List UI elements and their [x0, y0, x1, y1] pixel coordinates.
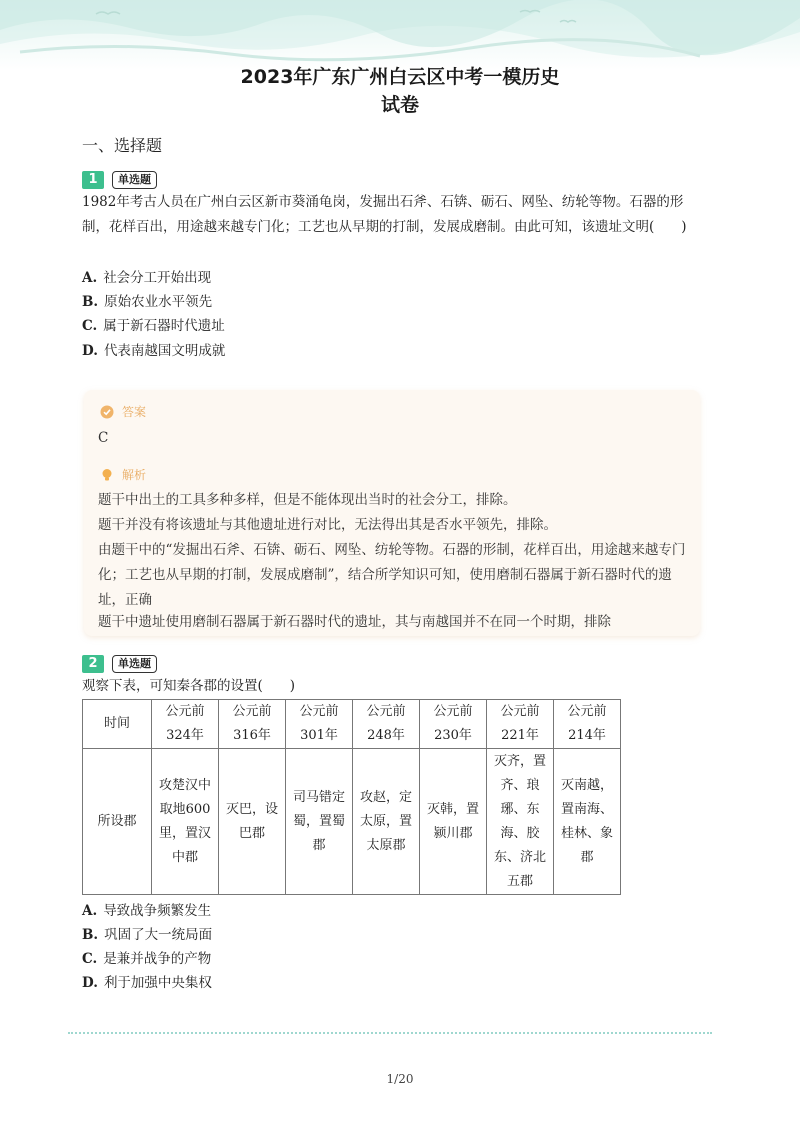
analysis-line-1: 题干中出土的工具多种多样，但是不能体现出当时的社会分工，排除。: [98, 492, 517, 508]
question-type-badge: 单选题: [112, 655, 157, 673]
table-header-row: [83, 700, 621, 749]
table-cell: 司马错定蜀，置蜀郡: [286, 749, 353, 895]
option-a[interactable]: [82, 900, 211, 922]
question-1-stem: 1982年考古人员在广州白云区新市葵涌龟岗，发掘出石斧、石锛、砺石、网坠、纺轮等物。石器的形制，花样百出，用途越来越专门化；工艺也从早期的打制，发展成磨制。由此可知，该遗址文明( ): [82, 194, 687, 235]
header-banner: [0, 0, 800, 70]
analysis-line-2: 题干并没有将该遗址与其他遗址进行对比，无法得出其是否水平领先，排除。: [98, 517, 557, 533]
analysis-label-text: 解析: [122, 468, 147, 482]
question-number: 2: [82, 655, 104, 673]
table-header-cell: 公元前248年: [353, 700, 420, 749]
option-text: 利于加强中央集权: [103, 975, 212, 991]
analysis-line-3: 由题干中的“发掘出石斧、石锛、砺石、网坠、纺轮等物。石器的形制，花样百出，用途越来越专门化；工艺也从早期的打制，发展成磨制”，结合所学知识可知，使用磨制石器属于新石器时代的遗址，正确: [98, 542, 686, 608]
option-b[interactable]: [82, 924, 212, 946]
page-number: 1/20: [386, 1072, 414, 1086]
document-title-line1: 2023年广东广州白云区中考一模历史: [240, 66, 560, 88]
lightbulb-icon: [100, 468, 114, 482]
table-cell: 攻赵，定太原，置太原郡: [353, 749, 420, 895]
answer-label: [100, 403, 146, 420]
table-header-cell: 公元前324年: [152, 700, 219, 749]
qin-commandery-table: [82, 699, 621, 895]
option-b[interactable]: [82, 291, 212, 313]
table-row: [83, 749, 621, 895]
question-2-stem: 观察下表，可知秦各郡的设置( ): [82, 678, 296, 694]
option-letter: C.: [82, 951, 98, 967]
analysis-line-4: 题干中遗址使用磨制石器属于新石器时代的遗址，其与南越国并不在同一个时期，排除: [98, 614, 611, 630]
table-cell: 灭齐，置齐、琅琊、东海、胶东、济北五郡: [487, 749, 554, 895]
option-text: 导致战争频繁发生: [103, 903, 212, 919]
option-letter: B.: [82, 927, 99, 943]
analysis-label: [100, 466, 146, 483]
answer-label-text: 答案: [122, 405, 147, 419]
table-header-cell: 时间: [83, 700, 152, 749]
option-letter: D.: [82, 343, 98, 359]
option-text: 原始农业水平领先: [104, 294, 213, 310]
document-title-line2: 试卷: [380, 94, 419, 116]
table-cell: 灭南越，置南海、桂林、象郡: [554, 749, 621, 895]
section-title: 一、选择题: [82, 136, 163, 155]
option-a[interactable]: [82, 267, 211, 289]
table-cell: 灭韩，置颍川郡: [420, 749, 487, 895]
option-text: 巩固了大一统局面: [104, 927, 213, 943]
option-c[interactable]: [82, 948, 211, 970]
option-text: 代表南越国文明成就: [103, 343, 226, 359]
option-d[interactable]: [82, 340, 225, 362]
question-type-badge: 单选题: [112, 171, 157, 189]
table-header-cell: 公元前221年: [487, 700, 554, 749]
question-number: 1: [82, 171, 104, 189]
footer-divider: [68, 1032, 712, 1034]
table-header-cell: 公元前316年: [219, 700, 286, 749]
table-header-cell: 公元前214年: [554, 700, 621, 749]
check-badge-icon: [100, 405, 114, 419]
answer-value: C: [98, 430, 109, 446]
option-text: 社会分工开始出现: [103, 270, 212, 286]
option-text: 是兼并战争的产物: [103, 951, 212, 967]
table-row-label: 所设郡: [83, 749, 152, 895]
option-c[interactable]: [82, 315, 225, 337]
question-2-header: [82, 654, 157, 674]
option-letter: B.: [82, 294, 99, 310]
option-d[interactable]: [82, 972, 212, 994]
option-letter: C.: [82, 318, 98, 334]
answer-analysis-box: [84, 390, 700, 636]
table-cell: 攻楚汉中取地600里，置汉中郡: [152, 749, 219, 895]
question-1-header: [82, 170, 157, 190]
table-header-cell: 公元前230年: [420, 700, 487, 749]
table-header-cell: 公元前301年: [286, 700, 353, 749]
option-letter: D.: [82, 975, 98, 991]
option-letter: A.: [82, 903, 98, 919]
option-letter: A.: [82, 270, 98, 286]
option-text: 属于新石器时代遗址: [103, 318, 225, 334]
table-cell: 灭巴，设巴郡: [219, 749, 286, 895]
